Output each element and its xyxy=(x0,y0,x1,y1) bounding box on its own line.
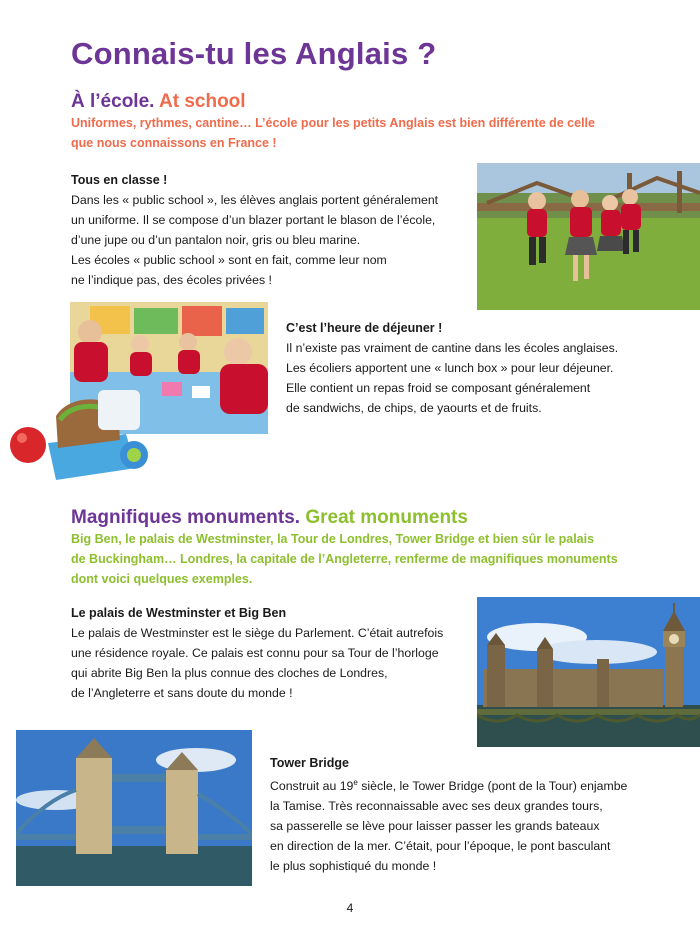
photo-westminster-big-ben xyxy=(477,597,700,747)
westminster-line: qui abrite Big Ben la plus connue des cloches de Londres, xyxy=(71,666,388,680)
section-title-school-fr: À l’école. xyxy=(71,91,155,112)
dejeuner-line: de sandwichs, de chips, de yaourts et de fruits. xyxy=(286,401,542,415)
section-title-monuments-fr: Magnifiques monuments. xyxy=(71,507,301,528)
text-block-tower-bridge xyxy=(270,753,627,876)
tower-bridge-line: le plus sophistiqué du monde ! xyxy=(270,859,437,874)
tower-bridge-line1-end: siècle, le Tower Bridge (pont de la Tour) enjambe xyxy=(357,779,628,794)
tower-bridge-title: Tower Bridge xyxy=(270,756,349,770)
monuments-intro-line: dont voici quelques exemples. xyxy=(71,572,253,586)
westminster-line: de l’Angleterre et sans doute du monde ! xyxy=(71,686,293,700)
dejeuner-title: C’est l’heure de déjeuner ! xyxy=(286,321,443,335)
monuments-intro-line: de Buckingham… Londres, la capitale de l’Angleterre, renferme de magnifiques monuments xyxy=(71,552,618,566)
classe-line: ne l’indique pas, des écoles privées ! xyxy=(71,273,272,287)
westminster-title: Le palais de Westminster et Big Ben xyxy=(71,606,287,620)
monuments-intro xyxy=(71,529,618,589)
classe-title: Tous en classe ! xyxy=(71,173,168,187)
section-title-monuments xyxy=(71,507,468,529)
text-block-classe xyxy=(71,170,438,290)
school-intro-line: que nous connaissons en France ! xyxy=(71,136,277,150)
text-block-dejeuner xyxy=(286,318,618,418)
dejeuner-line: Elle contient un repas froid se composant généralement xyxy=(286,381,591,395)
section-title-school-en: At school xyxy=(159,91,246,112)
photo-children-running xyxy=(477,163,700,310)
photo-tower-bridge xyxy=(16,730,252,886)
dejeuner-line: Il n’existe pas vraiment de cantine dans les écoles anglaises. xyxy=(286,341,619,355)
classe-line: Les écoles « public school » sont en fait, comme leur nom xyxy=(71,253,387,267)
lunch-box-illustration xyxy=(8,388,153,483)
text-block-westminster xyxy=(71,603,443,703)
westminster-line: Le palais de Westminster est le siège du Parlement. C’était autrefois xyxy=(71,626,444,640)
section-title-monuments-en: Great monuments xyxy=(305,507,468,528)
tower-bridge-line xyxy=(270,773,627,796)
westminster-line: une résidence royale. Ce palais est connu pour sa Tour de l’horloge xyxy=(71,646,439,660)
monuments-intro-line: Big Ben, le palais de Westminster, la Tour de Londres, Tower Bridge et bien sûr le palais xyxy=(71,532,595,546)
classe-line: d’une jupe ou d’un pantalon noir, gris ou bleu marine. xyxy=(71,233,361,247)
page-number: 4 xyxy=(346,901,354,915)
tower-bridge-line: en direction de la mer. C’était, pour l’époque, le pont basculant xyxy=(270,839,611,854)
dejeuner-line: Les écoliers apportent une « lunch box » pour leur déjeuner. xyxy=(286,361,614,375)
school-intro xyxy=(71,113,595,153)
tower-bridge-line: sa passerelle se lève pour laisser passer les grands bateaux xyxy=(270,819,600,834)
classe-line: un uniforme. Il se compose d’un blazer portant le blason de l’école, xyxy=(71,213,436,227)
tower-bridge-line1-start: Construit au 19 xyxy=(270,779,354,794)
tower-bridge-line: la Tamise. Très reconnaissable avec ses deux grandes tours, xyxy=(270,799,603,814)
classe-line: Dans les « public school », les élèves anglais portent généralement xyxy=(71,193,439,207)
tower-bridge-line1-sup: e xyxy=(353,778,358,787)
section-title-school xyxy=(71,91,246,113)
school-intro-line: Uniformes, rythmes, cantine… L’école pour les petits Anglais est bien différente de celle xyxy=(71,116,595,130)
page-title: Connais-tu les Anglais ? xyxy=(71,36,437,71)
